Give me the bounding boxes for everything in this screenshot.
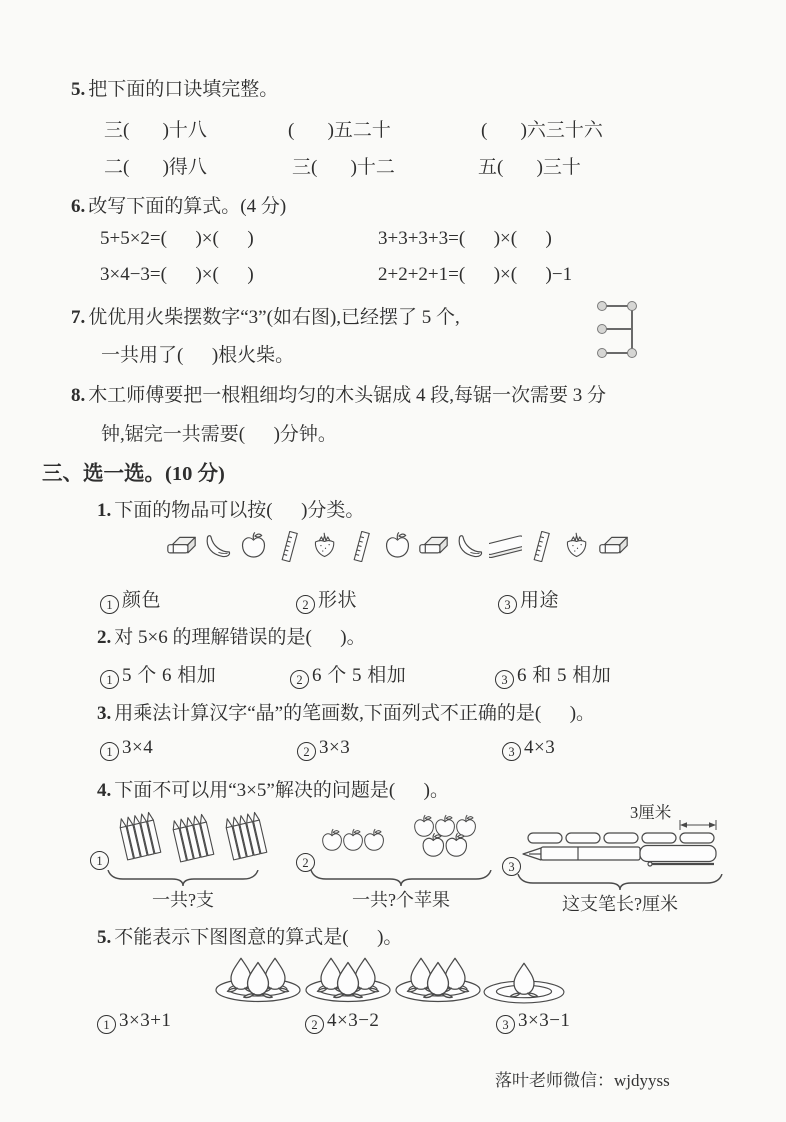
peach-plates-figure bbox=[212, 948, 576, 1014]
s3q5-option-1: 1 3×3+1 bbox=[97, 1010, 171, 1034]
s3q4-figure-1-mark bbox=[90, 846, 112, 870]
question-5-title bbox=[71, 74, 278, 101]
pen-measure-figure bbox=[520, 820, 722, 872]
q5-blank-6: 五( )三十 bbox=[478, 157, 581, 178]
q5-blank-3: ( )六三十六 bbox=[481, 120, 603, 141]
q5-blank-2: ( )五二十 bbox=[288, 120, 391, 141]
s3-question-4-title bbox=[97, 775, 449, 802]
question-7-line2: 一共用了( )根火柴。 bbox=[101, 345, 295, 366]
s3-question-3-number: 3. bbox=[97, 703, 112, 724]
stationery-row bbox=[165, 531, 630, 562]
s3q2-option-1: 1 5 个 6 相加 bbox=[100, 660, 216, 689]
q6-expr-3: 3×4−3=( )×( ) bbox=[100, 264, 254, 285]
s3q3-option-1: 1 3×4 bbox=[100, 737, 153, 761]
s3q4-figure-2-caption: 一共?个苹果 bbox=[352, 890, 450, 910]
s3-question-2-title bbox=[97, 622, 366, 649]
apple-icon bbox=[237, 531, 270, 562]
circled-1-icon: 1 bbox=[100, 742, 119, 761]
strawberry-icon bbox=[309, 531, 342, 562]
question-8-line2: 钟,锯完一共需要( )分钟。 bbox=[101, 424, 337, 445]
pencil-bundles-figure bbox=[116, 810, 268, 868]
question-5-text: 把下面的口诀填完整。 bbox=[88, 79, 279, 100]
circled-3-icon: 3 bbox=[496, 1015, 515, 1034]
s3q1-option-2: 2 形状 bbox=[296, 585, 357, 614]
q6-expr-4: 2+2+2+1=( )×( )−1 bbox=[378, 264, 573, 285]
circled-1-icon: 1 bbox=[100, 670, 119, 689]
q5-blank-1: 三( )十八 bbox=[104, 120, 207, 141]
question-8-text1: 木工师傅要把一根粗细均匀的木头锯成 4 段,每锯一次需要 3 分 bbox=[88, 385, 607, 406]
circled-1-icon: 1 bbox=[100, 595, 119, 614]
s3-question-1-text: 下面的物品可以按( )分类。 bbox=[114, 500, 365, 521]
banana-icon bbox=[201, 531, 234, 562]
question-7-text1: 优优用火柴摆数字“3”(如右图),已经摆了 5 个, bbox=[88, 307, 460, 328]
circled-1-icon: 1 bbox=[97, 1015, 116, 1034]
question-6-number: 6. bbox=[71, 196, 86, 217]
matchstick-digit-3-figure bbox=[592, 297, 646, 361]
circled-3-icon: 3 bbox=[498, 595, 517, 614]
s3-question-3-text: 用乘法计算汉字“晶”的笔画数,下面列式不正确的是( )。 bbox=[114, 703, 596, 724]
question-7-line1 bbox=[71, 302, 460, 329]
s3-question-4-text: 下面不可以用“3×5”解决的问题是( )。 bbox=[114, 780, 449, 801]
q5-blank-4: 二( )得八 bbox=[104, 157, 207, 178]
apple-icon bbox=[381, 531, 414, 562]
pencil-case-icon bbox=[489, 531, 522, 562]
question-5-number: 5. bbox=[71, 79, 86, 100]
s3q5-option-2: 2 4×3−2 bbox=[305, 1010, 379, 1034]
s3-question-5-text: 不能表示下图图意的算式是( )。 bbox=[114, 927, 403, 948]
banana-icon bbox=[453, 531, 486, 562]
strawberry-icon bbox=[561, 531, 594, 562]
circled-2-icon: 2 bbox=[296, 595, 315, 614]
q6-expr-1: 5+5×2=( )×( ) bbox=[100, 228, 254, 249]
q5-blank-5: 三( )十二 bbox=[292, 157, 395, 178]
s3-question-2-text: 对 5×6 的理解错误的是( )。 bbox=[114, 627, 366, 648]
s3q1-option-3: 3 用途 bbox=[498, 585, 559, 614]
question-6-title bbox=[71, 191, 286, 218]
s3q3-option-3: 3 4×3 bbox=[502, 737, 555, 761]
s3q5-option-3: 3 3×3−1 bbox=[496, 1010, 570, 1034]
s3-question-3-title bbox=[97, 698, 595, 725]
measure-label-3cm: 3厘米 bbox=[630, 803, 672, 822]
ruler-icon bbox=[345, 531, 378, 562]
circled-3-icon: 3 bbox=[502, 857, 521, 876]
eraser-icon bbox=[165, 531, 198, 562]
s3q1-option-1: 1 颜色 bbox=[100, 585, 161, 614]
s3q4-figure-3-caption: 这支笔长?厘米 bbox=[562, 894, 678, 914]
apple-groups-figure bbox=[318, 812, 490, 870]
s3q4-figure-2-mark bbox=[296, 848, 318, 872]
circled-2-icon: 2 bbox=[296, 853, 315, 872]
ruler-icon bbox=[525, 531, 558, 562]
s3-question-4-number: 4. bbox=[97, 780, 112, 801]
s3q3-option-2: 2 3×3 bbox=[297, 737, 350, 761]
circled-2-icon: 2 bbox=[305, 1015, 324, 1034]
question-8-line1 bbox=[71, 380, 606, 407]
question-6-text: 改写下面的算式。(4 分) bbox=[88, 196, 287, 217]
s3q4-figure-1-caption: 一共?支 bbox=[152, 890, 214, 910]
circled-3-icon: 3 bbox=[495, 670, 514, 689]
s3-question-5-number: 5. bbox=[97, 927, 112, 948]
question-8-number: 8. bbox=[71, 385, 86, 406]
s3q2-option-2: 2 6 个 5 相加 bbox=[290, 660, 406, 689]
footer-contact: 落叶老师微信：wjdyyss bbox=[495, 1071, 670, 1090]
circled-2-icon: 2 bbox=[290, 670, 309, 689]
s3-question-1-number: 1. bbox=[97, 500, 112, 521]
circled-3-icon: 3 bbox=[502, 742, 521, 761]
s3q2-option-3: 3 6 和 5 相加 bbox=[495, 660, 611, 689]
ruler-icon bbox=[273, 531, 306, 562]
s3-question-1-title bbox=[97, 495, 364, 522]
section-3-title: 三、选一选。(10 分) bbox=[42, 463, 225, 485]
s3-question-5-title bbox=[97, 922, 402, 949]
s3-question-2-number: 2. bbox=[97, 627, 112, 648]
eraser-icon bbox=[597, 531, 630, 562]
question-7-number: 7. bbox=[71, 307, 86, 328]
eraser-icon bbox=[417, 531, 450, 562]
circled-2-icon: 2 bbox=[297, 742, 316, 761]
q6-expr-2: 3+3+3+3=( )×( ) bbox=[378, 228, 552, 249]
circled-1-icon: 1 bbox=[90, 851, 109, 870]
